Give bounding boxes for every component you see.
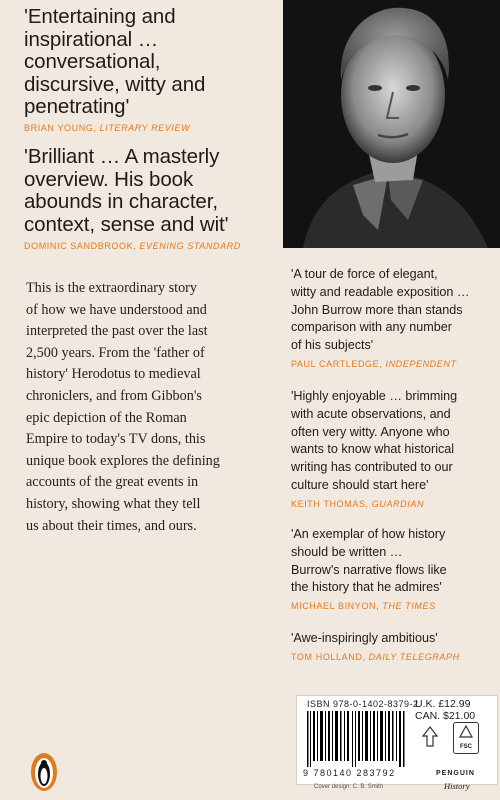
quote-6: [291, 630, 496, 662]
quote-5: [291, 526, 496, 611]
book-category: History: [444, 781, 470, 791]
quote-5-attribution: MICHAEL BINYON, THE TIMES: [291, 601, 436, 612]
quote-3-text: 'A tour de force of elegant, witty and readable exposition … John Burrow more than stands comparison with any number of his subjects': [291, 267, 470, 353]
quote-6-attribution: TOM HOLLAND, DAILY TELEGRAPH: [291, 651, 460, 662]
price-uk: U.K. £12.99: [415, 698, 471, 710]
quote-1-attribution: BRIAN YOUNG, LITERARY REVIEW: [24, 122, 191, 133]
quote-3: [291, 266, 496, 369]
cover-credit: Cover design: C. B. Smith: [314, 784, 384, 790]
publisher-name: PENGUIN: [436, 770, 475, 777]
quote-2: [24, 146, 284, 251]
quote-2-attribution: DOMINIC SANDBROOK, EVENING STANDARD: [24, 241, 241, 251]
quote-1: [24, 6, 284, 133]
barcode-number: 9 780140 283792: [303, 768, 396, 778]
isbn-text: ISBN 978-0-1402-8379-2: [307, 699, 419, 709]
quote-3-attribution: PAUL CARTLEDGE, INDEPENDENT: [291, 358, 457, 369]
quote-4: [291, 388, 496, 509]
quote-6-text: 'Awe-inspiringly ambitious': [291, 631, 438, 645]
price-block: [415, 698, 475, 722]
fsc-label: FSC: [460, 744, 472, 750]
quote-2-text: 'Brilliant … A masterly overview. His book abounds in character, context, sense and wit': [24, 145, 229, 236]
price-can: CAN. $21.00: [415, 710, 476, 722]
barcode-icon: [307, 711, 407, 767]
description-paragraph: This is the extraordinary story of how we have understood and interpreted the past over the last 2,500 years. From the 'father of history' Herodotus to medieval chroniclers, and from Gibbon's epic depiction of the Roman Empire to today's TV dons, this unique book explores the defining accounts of the great events in history, showing what they tell us about their times, and ours.: [26, 280, 220, 534]
author-photo: [283, 0, 500, 248]
recycle-logo-icon: [419, 724, 441, 752]
penguin-logo-icon: [30, 752, 58, 792]
fsc-logo-icon: [453, 722, 479, 754]
quote-4-attribution: KEITH THOMAS, GUARDIAN: [291, 498, 425, 509]
quote-4-text: 'Highly enjoyable … brimming with acute observations, and often very witty. Anyone who wants to know what historical writing has contributed to our culture should start here': [291, 389, 458, 492]
quote-5-text: 'An exemplar of how history should be written … Burrow's narrative flows like the history that he admires': [291, 527, 447, 595]
quote-1-text: 'Entertaining and inspirational … conversational, discursive, witty and penetrating': [24, 5, 206, 118]
